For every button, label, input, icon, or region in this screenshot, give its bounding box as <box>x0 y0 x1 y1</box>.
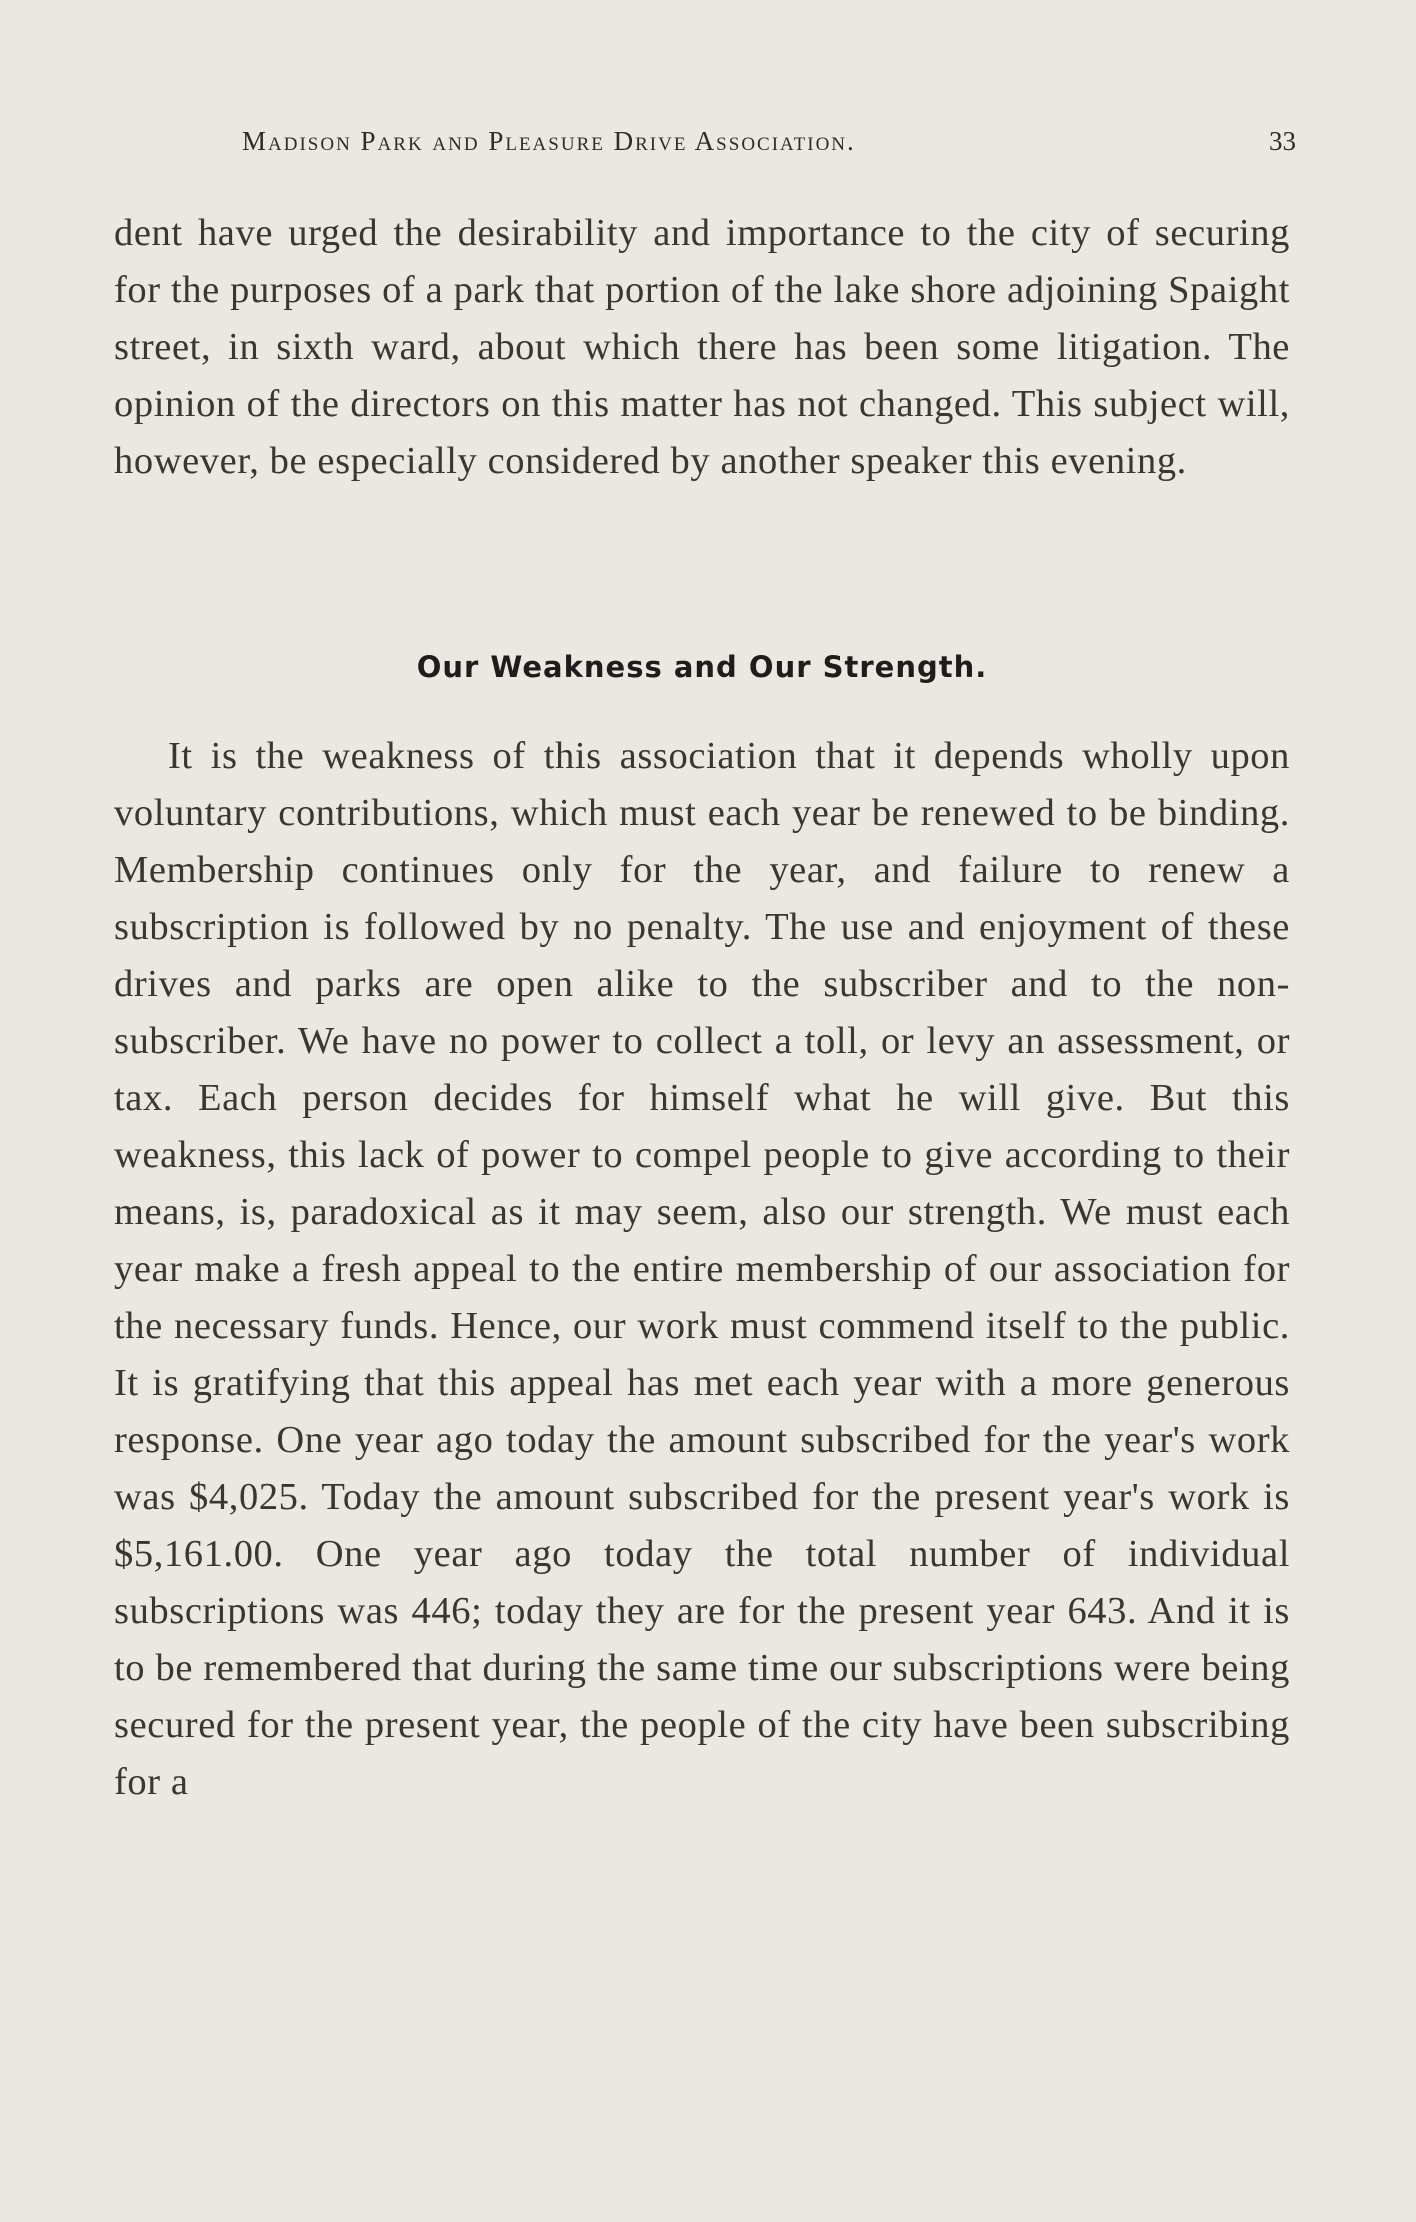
page-number: 33 <box>1269 126 1296 156</box>
paragraph-weakness-strength: It is the weakness of this association that it depends wholly upon voluntary contributions, which must each year be renewed to be binding. Membership continues only for the year, and failure to renew a subscription is followed by no penalty. The use and enjoyment of these drives and parks are open alike to the subscriber and to the non-subscriber. We have no power to collect a toll, or levy an assessment, or tax. Each person decides for himself what he will give. But this weakness, this lack of power to compel people to give according to their means, is, paradoxical as it may seem, also our strength. We must each year make a fresh appeal to the entire membership of our association for the necessary funds. Hence, our work must commend itself to the public. It is gratifying that this appeal has met each year with a more generous response. One year ago today the amount subscribed for the year's work was $4,025. Today the amount subscribed for the present year's work is $5,161.00. One year ago today the total number of individual subscriptions was 446; today they are for the present year 643. And it is to be remembered that during the same time our subscriptions were being secured for the present year, the people of the city have been subscribing for a <box>114 735 1290 1803</box>
section-heading: Our Weakness and Our Strength. <box>416 650 988 684</box>
paragraph-continuation: dent have urged the desirability and importance to the city of securing for the purposes of a park that portion of the lake shore adjoining Spaight street, in sixth ward, about which there has been some litigation. The opinion of the directors on this matter has not changed. This subject will, however, be especially considered by another speaker this evening. <box>114 212 1290 482</box>
running-title: Madison Park and Pleasure Drive Association. <box>242 126 856 156</box>
running-head <box>242 126 1296 166</box>
